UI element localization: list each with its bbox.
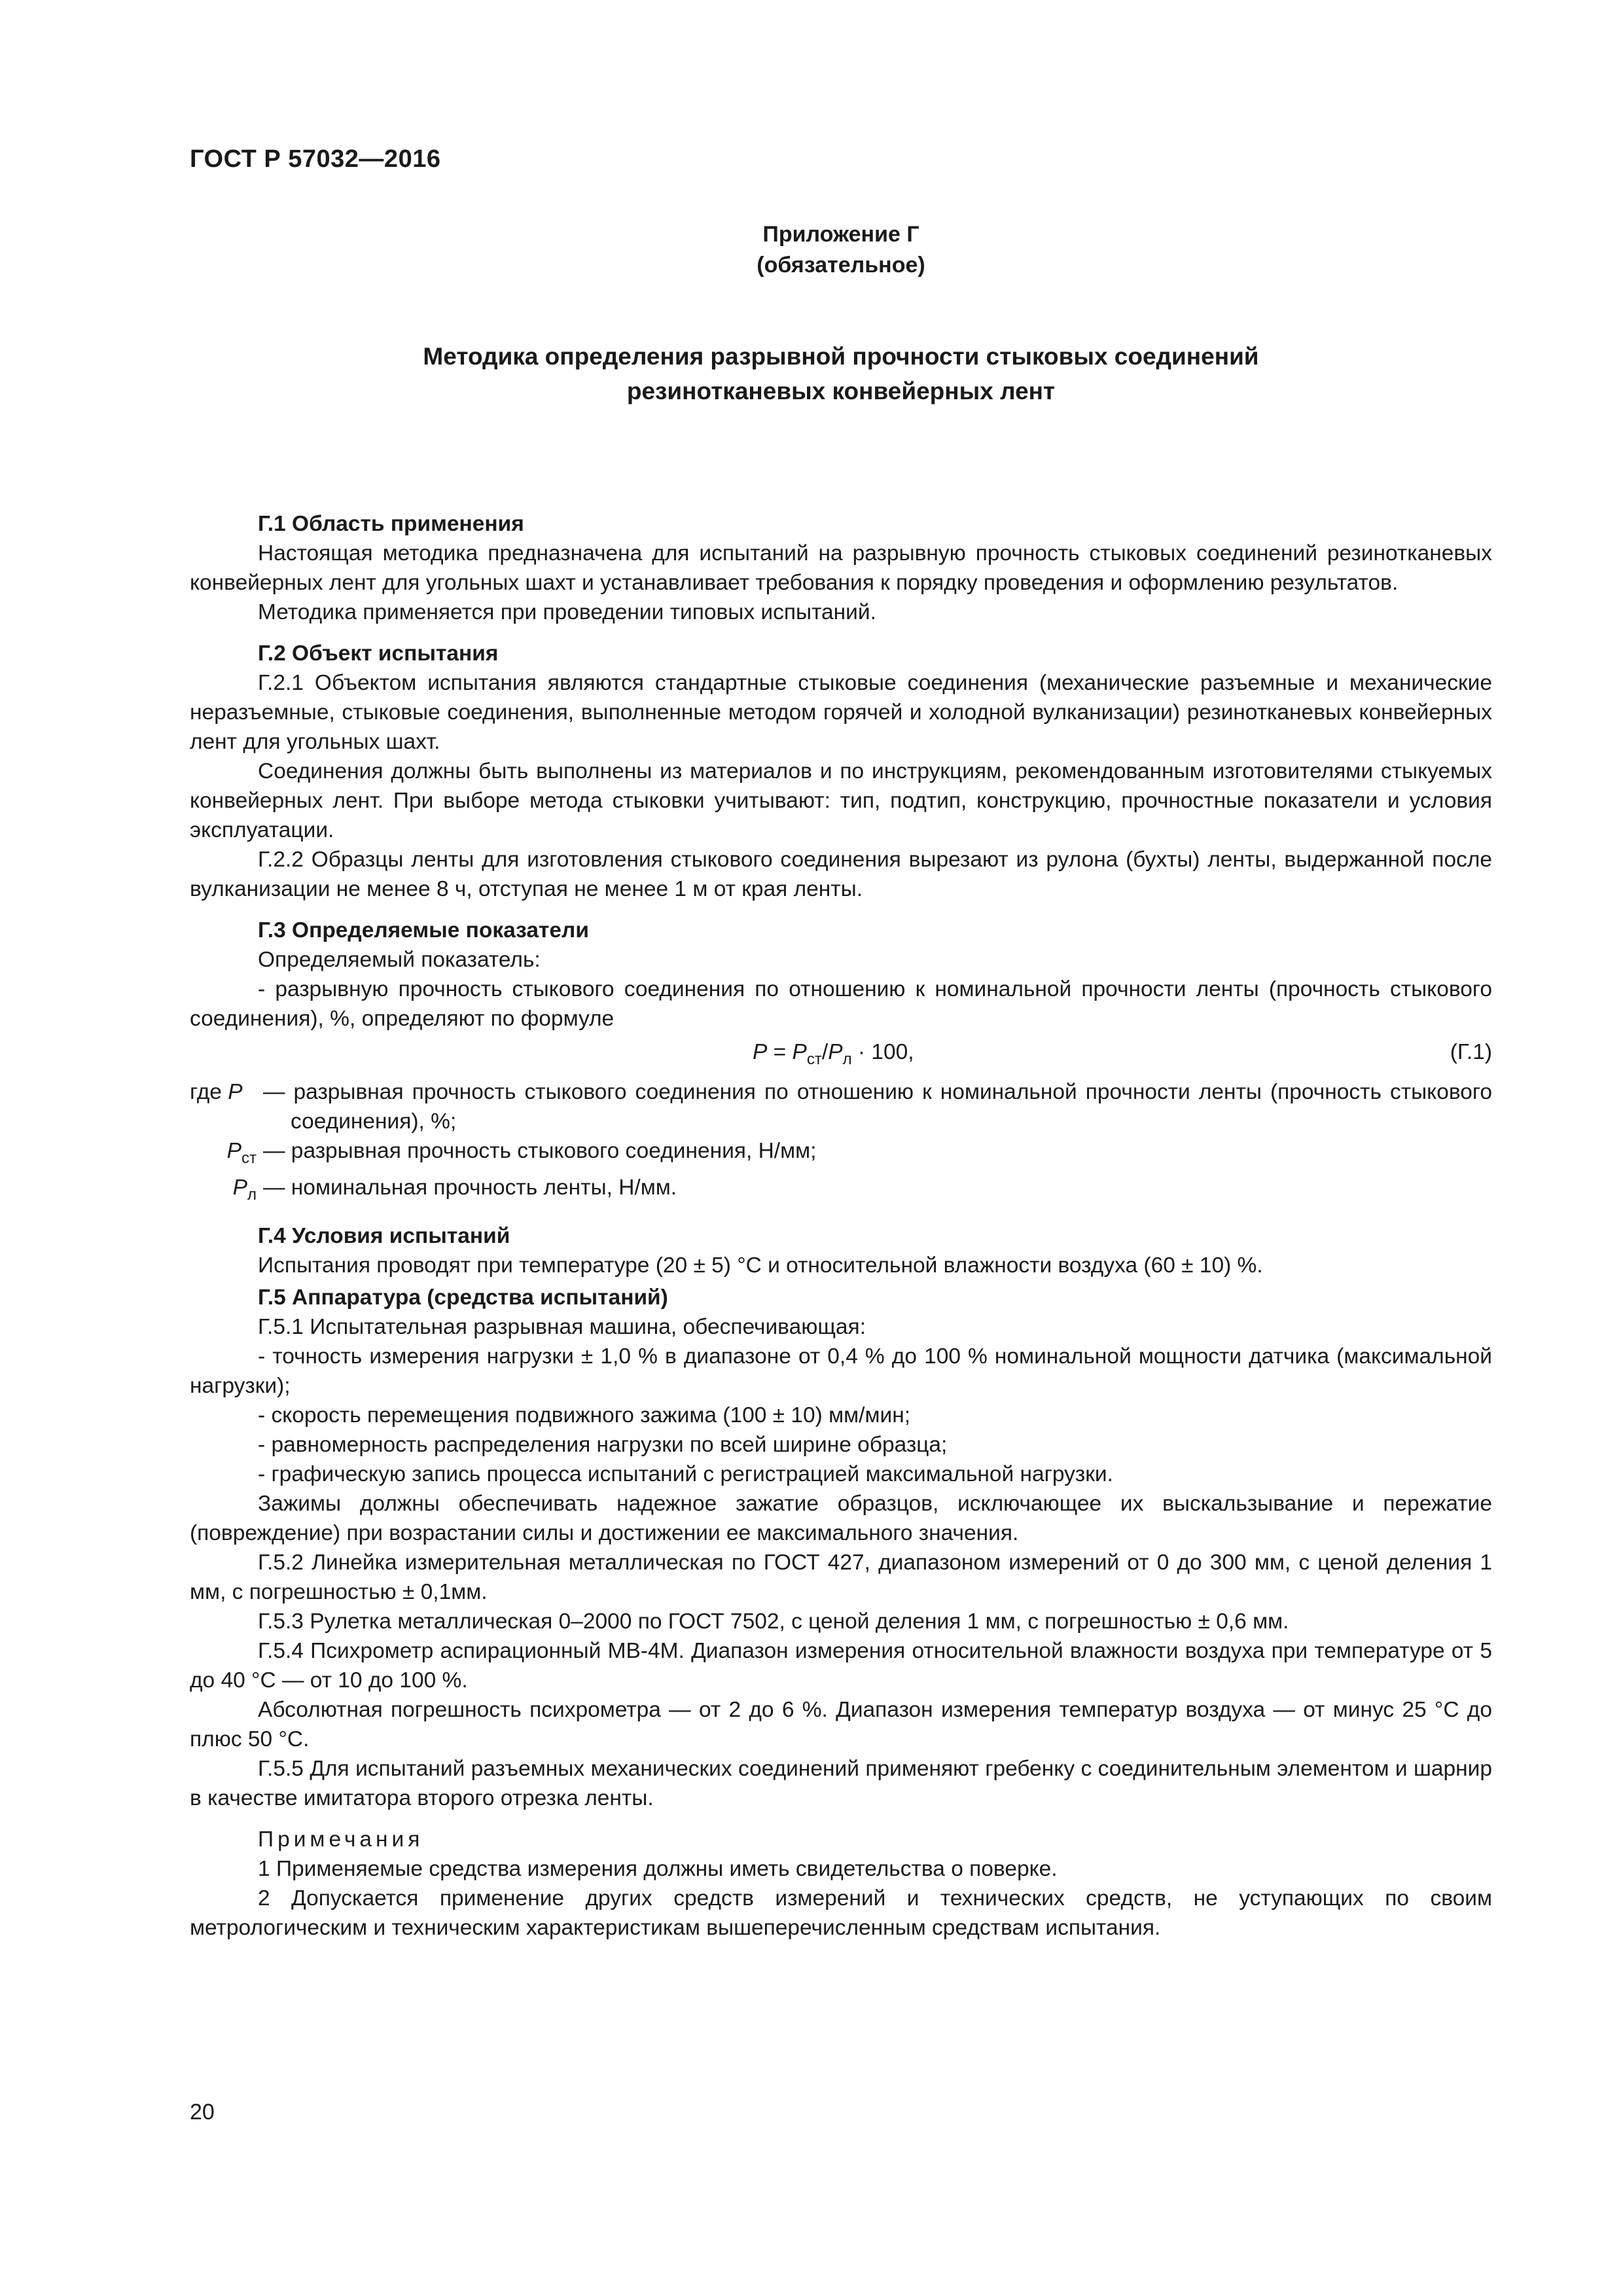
formula-definitions [190,1077,1492,1210]
formula-number: (Г.1) [1450,1040,1492,1064]
paragraph: Зажимы должны обеспечивать надежное зажатие образцов, исключающее их выскальзывание и пережатие (повреждение) при возрастании силы и достижении ее максимального значения. [190,1492,1492,1545]
paragraph: Г.5.1 Испытательная разрывная машина, обеспечивающая: [258,1315,866,1339]
annex-label: Приложение Г [762,222,919,247]
annex-heading [190,219,1492,281]
formula-g1 [190,1037,1492,1073]
section-heading-g3: Г.3 Определяемые показатели [258,918,589,942]
paragraph: Методика применяется при проведении типовых испытаний. [258,600,876,624]
definition-text: — номинальная прочность ленты, Н/мм. [263,1175,677,1200]
definition-symbol: $P_{ст}$ [226,1139,257,1167]
definition-symbol: где P [190,1080,243,1104]
standard-designation: ГОСТ Р 57032—2016 [190,145,441,173]
paragraph: Абсолютная погрешность психрометра — от 2 до 6 %. Диапазон измерения температур воздуха — от минус 25 °С до плюс 50 °С. [190,1698,1492,1751]
annex-title-line-2: резинотканевых конвейерных лент [626,378,1056,404]
paragraph: Г.5.2 Линейка измерительная металлическая по ГОСТ 427, диапазоном измерений от 0 до 300 мм, с ценой деления 1 мм, с погрешностью ± 0,1мм. [190,1551,1492,1604]
paragraph: Соединения должны быть выполнены из материалов и по инструкциям, рекомендованным изготовителями стыкуемых конвейерных лент. При выборе метода стыковки учитывают: тип, подтип, конструкцию, прочностные показатели и условия эксплуатации. [190,759,1492,842]
document-body [190,509,1492,1943]
paragraph: Определяемый показатель: [258,948,541,972]
paragraph: Испытания проводят при температуре (20 ± 5) °С и относительной влажности воздуха (60 ± 10) %. [258,1253,1263,1278]
notes-heading: Примечания [258,1827,424,1852]
note-item: 1 Применяемые средства измерения должны иметь свидетельства о поверке. [258,1857,1058,1881]
paragraph: Настоящая методика предназначена для испытаний на разрывную прочность стыковых соединений резинотканевых конвейерных лент для угольных шахт и устанавливает требования к порядку проведения и оформлению результатов. [190,541,1492,595]
formula-expression: $P = P_{ст}/P_л \cdot 100$, [753,1040,914,1068]
list-item: - равномерность распределения нагрузки по всей ширине образца; [258,1433,948,1457]
section-heading-g2: Г.2 Объект испытания [258,641,499,666]
definition-text: — разрывная прочность стыкового соединения по отношению к номинальной прочности ленты (прочность стыкового соединения), %; [263,1080,1492,1134]
paragraph: Г.5.5 Для испытаний разъемных механических соединений применяют гребенку с соединительным элементом и шарнир в качестве имитатора второго отрезка ленты. [190,1757,1492,1810]
paragraph: Г.2.2 Образцы ленты для изготовления стыкового соединения вырезают из рулона (бухты) ленты, выдержанной после вулканизации не менее 8 ч, отступая не менее 1 м от края ленты. [190,848,1492,901]
annex-title-line-1: Методика определения разрывной прочности стыковых соединений [423,343,1259,370]
definition-symbol: $P_л$ [232,1175,257,1204]
section-heading-g1: Г.1 Область применения [258,512,524,536]
paragraph: Г.5.4 Психрометр аспирационный МВ-4М. Диапазон измерения относительной влажности воздуха при температуре от 5 до 40 °С — от 10 до 100 %. [190,1639,1492,1693]
section-heading-g5: Г.5 Аппаратура (средства испытаний) [258,1285,668,1310]
paragraph: - разрывную прочность стыкового соединения по отношению к номинальной прочности ленты (прочность стыкового соединения), %, определяют по формуле [190,977,1492,1031]
list-item: - графическую запись процесса испытаний с регистрацией максимальной нагрузки. [258,1462,1113,1486]
section-heading-g4: Г.4 Условия испытаний [258,1224,510,1248]
list-item: - скорость перемещения подвижного зажима (100 ± 10) мм/мин; [258,1403,911,1427]
annex-title [190,339,1492,408]
definition-text: — разрывная прочность стыкового соединения, Н/мм; [263,1139,817,1163]
note-item: 2 Допускается применение других средств измерений и технических средств, не уступающих по своим метрологическим и техническим характеристикам вышеперечисленным средствам испытания. [190,1886,1492,1940]
annex-status: (обязательное) [757,253,925,278]
paragraph: Г.5.3 Рулетка металлическая 0–2000 по ГОСТ 7502, с ценой деления 1 мм, с погрешностью ± 0,6 мм. [258,1609,1289,1634]
page-number: 20 [190,2100,215,2125]
list-item: - точность измерения нагрузки ± 1,0 % в диапазоне от 0,4 % до 100 % номинальной мощности датчика (максимальной нагрузки); [190,1344,1492,1398]
paragraph: Г.2.1 Объектом испытания являются стандартные стыковые соединения (механические разъемные и механические неразъемные, стыковые соединения, выполненные методом горячей и холодной вулканизации) резинотканевых конвейерных лент для угольных шахт. [190,671,1492,754]
document-page [190,0,1492,2296]
